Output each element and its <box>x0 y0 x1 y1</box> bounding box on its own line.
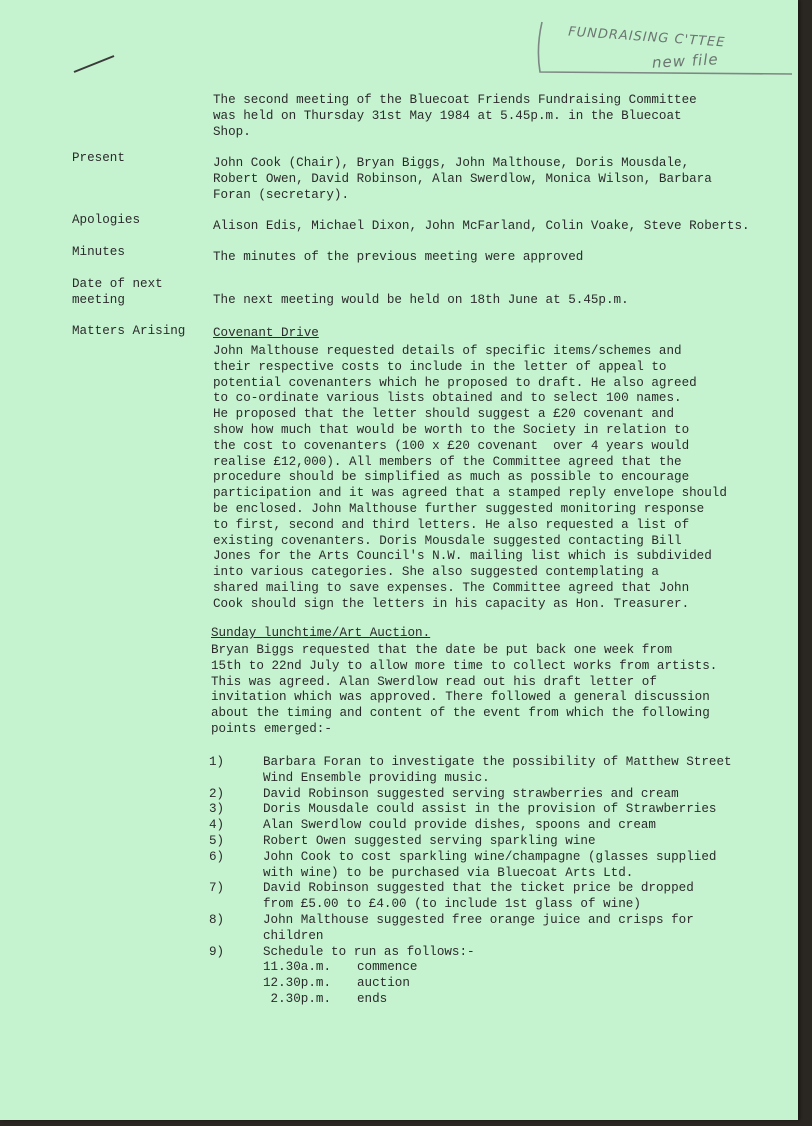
present-line-1: John Cook (Chair), Bryan Biggs, John Malthouse, Doris Mousdale, <box>213 156 690 170</box>
point-number: 8) <box>209 913 225 927</box>
point-number: 9) <box>209 944 225 959</box>
auction-line: points emerged:- <box>211 722 332 736</box>
point-text: Alan Swerdlow could provide dishes, spoons and cream <box>263 818 656 833</box>
covenant-line: potential covenanters which he proposed to draft. He also agreed <box>213 375 697 390</box>
covenant-line: realise £12,000). All members of the Committee agreed that the <box>213 454 682 469</box>
covenant-line: Cook should sign the letters in his capacity as Hon. Treasurer. <box>213 596 690 611</box>
present-line-3: Foran (secretary). <box>213 188 350 202</box>
present-line-2: Robert Owen, David Robinson, Alan Swerdlow, Monica Wilson, Barbara <box>213 172 712 186</box>
schedule-event: commence <box>357 960 418 974</box>
pen-mark <box>70 52 120 76</box>
minutes-text: The minutes of the previous meeting were approved <box>213 250 584 264</box>
point-number: 1) <box>209 755 225 769</box>
auction-heading: Sunday lunchtime/Art Auction. <box>211 626 431 640</box>
apologies-text: Alison Edis, Michael Dixon, John McFarland, Colin Voake, Steve Roberts. <box>213 219 750 233</box>
covenant-line: be enclosed. John Malthouse further suggested monitoring response <box>213 502 705 516</box>
point-text: John Cook to cost sparkling wine/champagne (glasses supplied <box>263 849 717 864</box>
point-text: David Robinson suggested that the ticket price be dropped <box>263 881 694 896</box>
schedule-time: 12.30p.m. <box>263 975 332 990</box>
intro-line-2: was held on Thursday 31st May 1984 at 5.45p.m. in the Bluecoat <box>213 109 682 123</box>
label-matters-arising: Matters Arising <box>72 324 186 338</box>
point-text: Barbara Foran to investigate the possibility of Matthew Street <box>263 755 732 769</box>
covenant-line: procedure should be simplified as much as possible to encourage <box>213 470 690 485</box>
intro-line-1: The second meeting of the Bluecoat Friends Fundraising Committee <box>213 93 697 107</box>
covenant-line: their respective costs to include in the letter of appeal to <box>213 359 667 374</box>
auction-line: Bryan Biggs requested that the date be put back one week from <box>211 643 673 657</box>
schedule-event: auction <box>357 975 410 990</box>
schedule-time: 11.30a.m. <box>263 960 332 974</box>
auction-line: invitation which was approved. There followed a general discussion <box>211 690 710 705</box>
point-text: Robert Owen suggested serving sparkling wine <box>263 834 596 848</box>
covenant-heading: Covenant Drive <box>213 326 319 340</box>
schedule-event: ends <box>357 991 388 1006</box>
label-next-meeting-2: meeting <box>72 293 125 307</box>
covenant-line: to co-ordinate various lists obtained and to select 100 names. <box>213 391 682 406</box>
point-number: 6) <box>209 849 225 864</box>
annotation-line-2: new file <box>651 50 720 72</box>
auction-line: This was agreed. Alan Swerdlow read out his draft letter of <box>211 674 657 689</box>
label-present: Present <box>72 151 125 165</box>
label-minutes: Minutes <box>72 245 125 259</box>
point-number: 5) <box>209 834 225 848</box>
schedule-time: 2.30p.m. <box>263 991 332 1006</box>
annotation-line-1: FUNDRAISING C'TTEE <box>567 24 726 51</box>
covenant-line: the cost to covenanters (100 x £20 covenant over 4 years would <box>213 438 690 453</box>
covenant-line: existing covenanters. Doris Mousdale suggested contacting Bill <box>213 533 682 548</box>
point-text: John Malthouse suggested free orange juice and crisps for <box>263 913 694 927</box>
point-text: Doris Mousdale could assist in the provision of Strawberries <box>263 802 717 817</box>
covenant-line: to first, second and third letters. He also requested a list of <box>213 517 690 532</box>
point-number: 2) <box>209 786 225 801</box>
point-text: children <box>263 928 324 943</box>
point-number: 4) <box>209 818 225 833</box>
covenant-line: participation and it was agreed that a stamped reply envelope should <box>213 486 727 501</box>
point-text: from £5.00 to £4.00 (to include 1st glass of wine) <box>263 897 641 912</box>
covenant-line: He proposed that the letter should suggest a £20 covenant and <box>213 407 675 422</box>
point-text: Schedule to run as follows:- <box>263 944 475 959</box>
covenant-line: John Malthouse requested details of specific items/schemes and <box>213 344 682 358</box>
label-next-meeting-1: Date of next <box>72 277 163 291</box>
point-number: 3) <box>209 802 225 817</box>
next-meeting-text: The next meeting would be held on 18th June at 5.45p.m. <box>213 293 629 307</box>
covenant-line: Jones for the Arts Council's N.W. mailing list which is subdivided <box>213 549 712 564</box>
auction-line: 15th to 22nd July to allow more time to collect works from artists. <box>211 658 718 673</box>
covenant-line: into various categories. She also suggested contemplating a <box>213 565 659 580</box>
intro-line-3: Shop. <box>213 125 251 139</box>
covenant-line: shared mailing to save expenses. The Committee agreed that John <box>213 581 690 595</box>
point-text: David Robinson suggested serving strawberries and cream <box>263 786 679 801</box>
point-number: 7) <box>209 881 225 896</box>
point-text: with wine) to be purchased via Bluecoat Arts Ltd. <box>263 865 634 880</box>
label-apologies: Apologies <box>72 213 141 227</box>
point-text: Wind Ensemble providing music. <box>263 770 490 785</box>
covenant-line: show how much that would be worth to the Society in relation to <box>213 423 690 437</box>
auction-line: about the timing and content of the event from which the following <box>211 706 710 721</box>
